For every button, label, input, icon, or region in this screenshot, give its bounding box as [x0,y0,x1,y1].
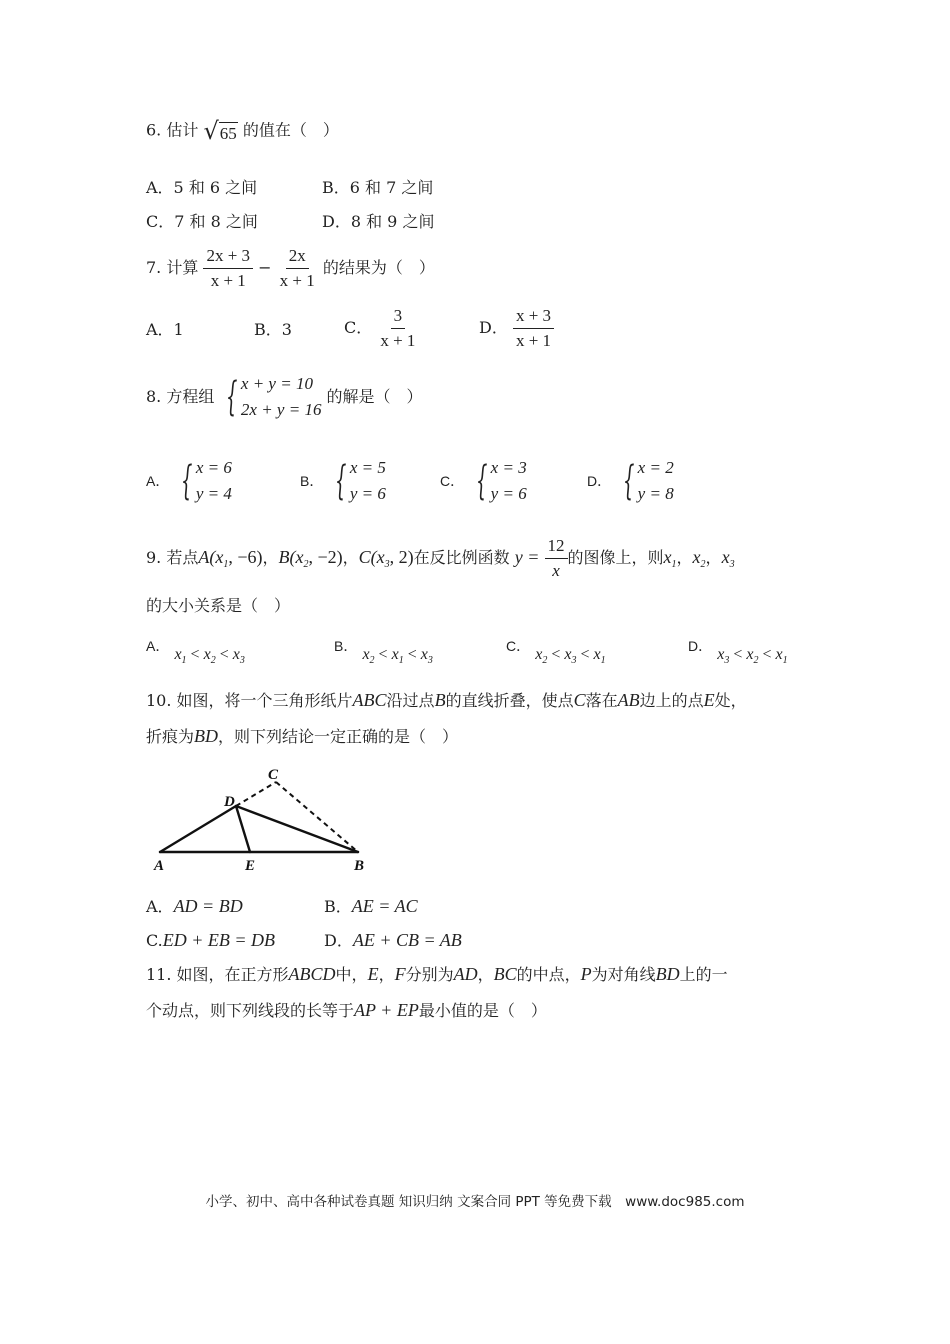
q10-option-c: C.ED + EB = DB [146,930,276,950]
q8-prefix: 8. 方程组 [146,387,215,406]
q7-option-d-fraction: $\frac{x + 3}{x + 1}$ [513,306,554,351]
q6-option-d: D．8 和 9 之间 [322,212,435,231]
q7-fraction-1: $\frac{2x + 3}{x + 1}$ [203,246,253,291]
function-fraction: $\frac{12}{x}$ [545,536,568,581]
q6-suffix: 的值在（ ） [242,120,339,140]
q7-option-d-label: D． [479,318,508,337]
q6-prefix: 6. 估计 [146,120,199,140]
point-a: $A(x_1$, −6) [198,547,263,570]
q6-radicand: 65 [219,124,237,143]
function-lhs: y = [514,547,540,567]
q9-option-c: C． $x_2 < x_3 < x_1$ [506,638,606,666]
q10-option-a: A．AD = BD [146,896,243,916]
q7-option-c-fraction: $\frac{3}{x + 1}$ [380,306,416,350]
question-6-stem [146,118,339,144]
q7-option-d [479,306,554,351]
q9-line-2: 的大小关系是（ ） [146,596,291,615]
minus-sign: − [258,258,272,277]
q6-option-b: B．6 和 7 之间 [322,178,434,197]
q7-suffix: 的结果为（ ） [322,258,435,277]
q9-prefix: 9. 若点 [146,548,199,567]
q9-mid-text: 在反比例函数 [413,548,510,567]
q9-tail: 的图像上，则 [567,548,664,567]
question-10-line-1: 10. 如图，将一个三角形纸片ABC沿过点B的直线折叠，使点C落在AB边上的点E处， [146,690,747,710]
question-8-stem [146,372,423,422]
label-e: E [245,858,256,874]
q10-option-b: B．AE = AC [324,896,418,916]
question-11-line-2: 个动点，则下列线段的长等于AP + EP最小值的是（ ） [146,1000,547,1020]
q8-option-a: A． { x = 6 y = 4 [146,458,232,504]
label-a: A [154,858,165,874]
q8-option-c: C． { x = 3 y = 6 [440,458,527,504]
q7-fraction-2: $\frac{2x}{x + 1}$ [279,246,315,290]
label-d: D [224,794,235,810]
point-c: $C(x_3$, 2) [358,547,414,570]
segment-ad [160,806,236,852]
segment-de [236,806,250,852]
sqrt-expression: √ 65 [203,117,237,145]
segment-db [236,806,358,852]
q7-option-c [344,306,418,351]
q7-prefix: 7. 计算 [146,258,199,277]
q9-option-d: D． $x_3 < x_2 < x_1$ [688,638,788,666]
q7-option-a: A．1 [146,320,184,339]
page-footer: 小学、初中、高中各种试卷真题 知识归纳 文案合同 PPT 等免费下载 www.doc985.com [205,1194,745,1210]
q7-option-b: B．3 [254,320,292,339]
q10-option-d: D．AE + CB = AB [324,930,462,950]
q8-option-b: B． { x = 5 y = 6 [300,458,386,504]
label-c: C [268,767,279,783]
segment-cb-dashed [276,782,358,852]
q6-option-a: A．5 和 6 之间 [146,178,258,197]
question-10-line-2: 折痕为BD，则下列结论一定正确的是（ ） [146,726,459,746]
q7-option-c-label: C． [344,318,373,337]
q8-option-d: D． { x = 2 y = 8 [587,458,674,504]
q8-suffix: 的解是（ ） [326,387,423,406]
q6-option-c: C．7 和 8 之间 [146,212,258,231]
question-7-stem [146,246,435,291]
triangle-fold-figure [148,760,388,880]
q9-option-b: B． $x_2 < x_1 < x_3$ [334,638,433,666]
segment-dc-dashed [236,782,276,806]
q8-equation-system: { x + y = 10 2x + y = 16 [226,374,322,420]
question-11-line-1: 11. 如图，在正方形ABCD中，E，F分别为AD，BC的中点，P为对角线BD上的一 [146,964,728,984]
label-b: B [354,858,365,874]
q9-option-a: A． $x_1 < x_2 < x_3$ [146,638,245,666]
question-9-stem: 9. 若点$A(x_1$, −6)，$B(x_2$, −2)，$C(x_3$, 2)在反比例函数 y = $\frac{12}{x}$ 的图像上，则$x_1$，$x_2$，$x_3$ [146,536,735,580]
point-b: $B(x_2$, −2) [278,547,343,570]
